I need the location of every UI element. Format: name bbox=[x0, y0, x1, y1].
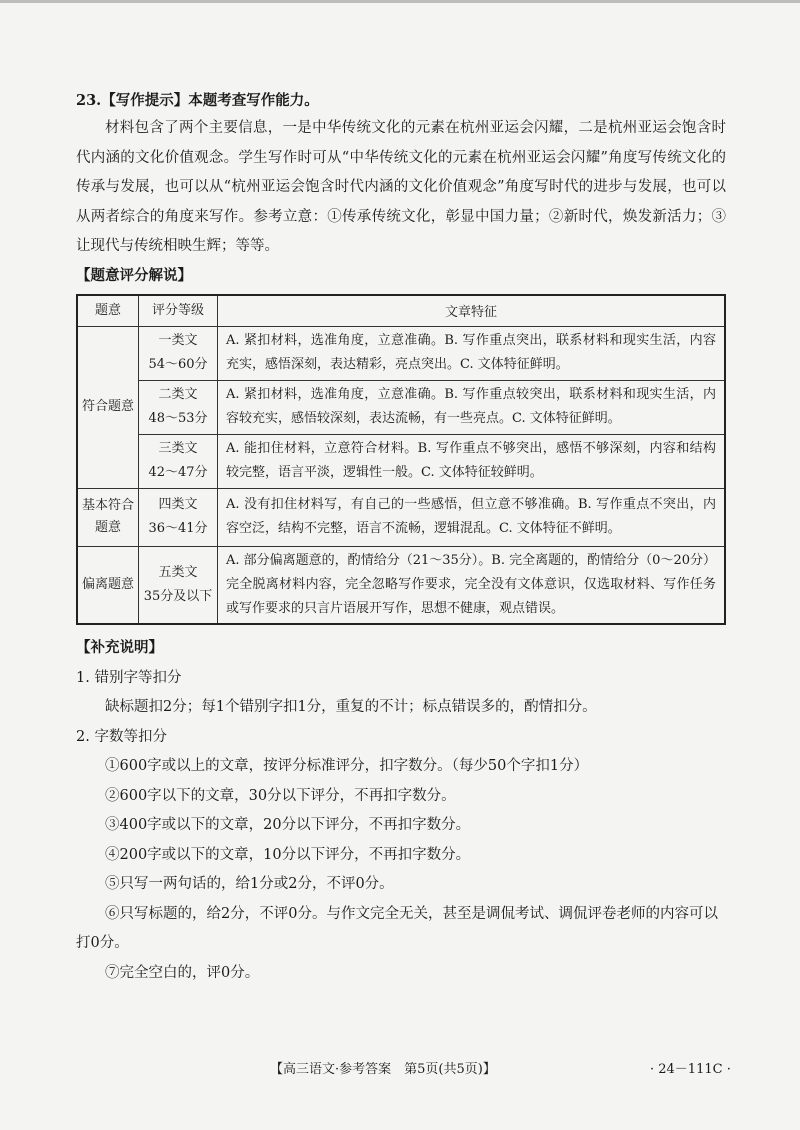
header-grade: 评分等级 bbox=[139, 295, 218, 327]
supplement-item-heading: 1. 错别字等扣分 bbox=[76, 669, 182, 686]
grade-cell bbox=[139, 546, 218, 624]
supplement-line: ④200字或以下的文章，10分以下评分，不再扣字数分。 bbox=[105, 846, 471, 863]
question-tag: 【写作提示】 bbox=[101, 92, 189, 109]
grade-cell bbox=[139, 434, 218, 488]
rubric-row bbox=[77, 488, 725, 546]
topic-cell: 符合题意 bbox=[77, 326, 139, 488]
topic-cell: 基本符合题意 bbox=[77, 488, 139, 546]
topic-cell: 偏离题意 bbox=[77, 546, 139, 624]
features-cell: A. 紧扣材料，选准角度，立意准确。B. 写作重点较突出，联系材料和现实生活，内容较充实，感悟较深刻，表达流畅，有一些亮点。C. 文体特征鲜明。 bbox=[218, 380, 726, 434]
rubric-title: 【题意评分解说】 bbox=[76, 266, 192, 284]
grade-name: 二类文 bbox=[158, 387, 198, 402]
grade-range: 42～47分 bbox=[148, 465, 208, 480]
grade-range: 35分及以下 bbox=[143, 588, 213, 604]
grade-name: 五类文 bbox=[158, 564, 198, 580]
rubric-header-row bbox=[77, 295, 725, 327]
rubric-row bbox=[77, 380, 725, 434]
grade-cell bbox=[139, 326, 218, 380]
grade-cell bbox=[139, 488, 218, 546]
header-features: 文章特征 bbox=[218, 295, 726, 327]
footer-page-info: 【高三语文·参考答案 第5页(共5页)】 bbox=[270, 1062, 496, 1077]
rubric-row bbox=[77, 546, 725, 624]
supplement-line: ②600字以下的文章，30分以下评分，不再扣字数分。 bbox=[105, 787, 456, 804]
answer-content bbox=[76, 88, 726, 988]
supplement-line: ①600字或以上的文章，按评分标准评分，扣字数分。（每少50个字扣1分） bbox=[105, 758, 589, 774]
features-cell: A. 部分偏离题意的，酌情给分（21～35分）。B. 完全离题的，酌情给分（0～20分）完全脱离材料内容，完全忽略写作要求，完全没有文体意识，仅选取材料、写作任务或写作要求的只言片语展开写作，思想不健康，观点错误。 bbox=[218, 546, 726, 624]
grade-cell bbox=[139, 380, 218, 434]
header-topic: 题意 bbox=[77, 295, 139, 327]
rubric-row bbox=[77, 434, 725, 488]
question-number: 23. bbox=[76, 92, 102, 109]
grade-name: 四类文 bbox=[158, 497, 198, 512]
features-cell: A. 能扣住材料，立意符合材料。B. 写作重点不够突出，感悟不够深刻，内容和结构较完整，语言平淡，逻辑性一般。C. 文体特征较鲜明。 bbox=[218, 434, 726, 488]
supplement-line: ⑥只写标题的，给2分，不评0分。与作文完全无关，甚至是调侃考试、调侃评卷老师的内容可以打0分。 bbox=[76, 905, 718, 951]
question-heading-text: 本题考查写作能力。 bbox=[188, 92, 319, 109]
features-cell: A. 没有扣住材料写，有自己的一些感悟，但立意不够准确。B. 写作重点不突出，内容空泛，结构不完整，语言不流畅，逻辑混乱。C. 文体特征不鲜明。 bbox=[218, 488, 726, 546]
grade-range: 36～41分 bbox=[148, 521, 208, 536]
grade-range: 54～60分 bbox=[148, 357, 208, 372]
supplement-item-heading: 2. 字数等扣分 bbox=[76, 729, 167, 745]
grade-name: 一类文 bbox=[158, 333, 198, 348]
footer-code: · 24－111C · bbox=[650, 1062, 731, 1077]
page-footer bbox=[0, 1058, 800, 1078]
grade-range: 48～53分 bbox=[148, 411, 208, 426]
supplement-line: ⑦完全空白的，评0分。 bbox=[105, 964, 260, 981]
page-top-rule bbox=[0, 0, 800, 3]
supplement-line: ③400字或以下的文章，20分以下评分，不再扣字数分。 bbox=[105, 817, 471, 833]
supplement-line: 缺标题扣2分；每1个错别字扣1分，重复的不计；标点错误多的，酌情扣分。 bbox=[105, 698, 597, 715]
supplement-title: 【补充说明】 bbox=[76, 638, 163, 656]
question-body: 材料包含了两个主要信息，一是中华传统文化的元素在杭州亚运会闪耀，二是杭州亚运会饱含时代内涵的文化价值观念。学生写作时可从“中华传统文化的元素在杭州亚运会闪耀”角度写传统文化的传承与发展，也可以从“杭州亚运会饱含时代内涵的文化价值观念”角度写时代的进步与发展，也可以从两者综合的角度来写作。参考立意：①传承传统文化，彰显中国力量；②新时代，焕发新活力；③让现代与传统相映生辉；等等。 bbox=[76, 120, 726, 254]
rubric-table bbox=[76, 294, 726, 625]
supplement-line: ⑤只写一两句话的，给1分或2分，不评0分。 bbox=[105, 876, 394, 892]
features-cell: A. 紧扣材料，选准角度，立意准确。B. 写作重点突出，联系材料和现实生活，内容充实，感悟深刻，表达精彩，亮点突出。C. 文体特征鲜明。 bbox=[218, 326, 726, 380]
question-heading bbox=[76, 88, 726, 114]
grade-name: 三类文 bbox=[158, 441, 198, 456]
rubric-row bbox=[77, 326, 725, 380]
